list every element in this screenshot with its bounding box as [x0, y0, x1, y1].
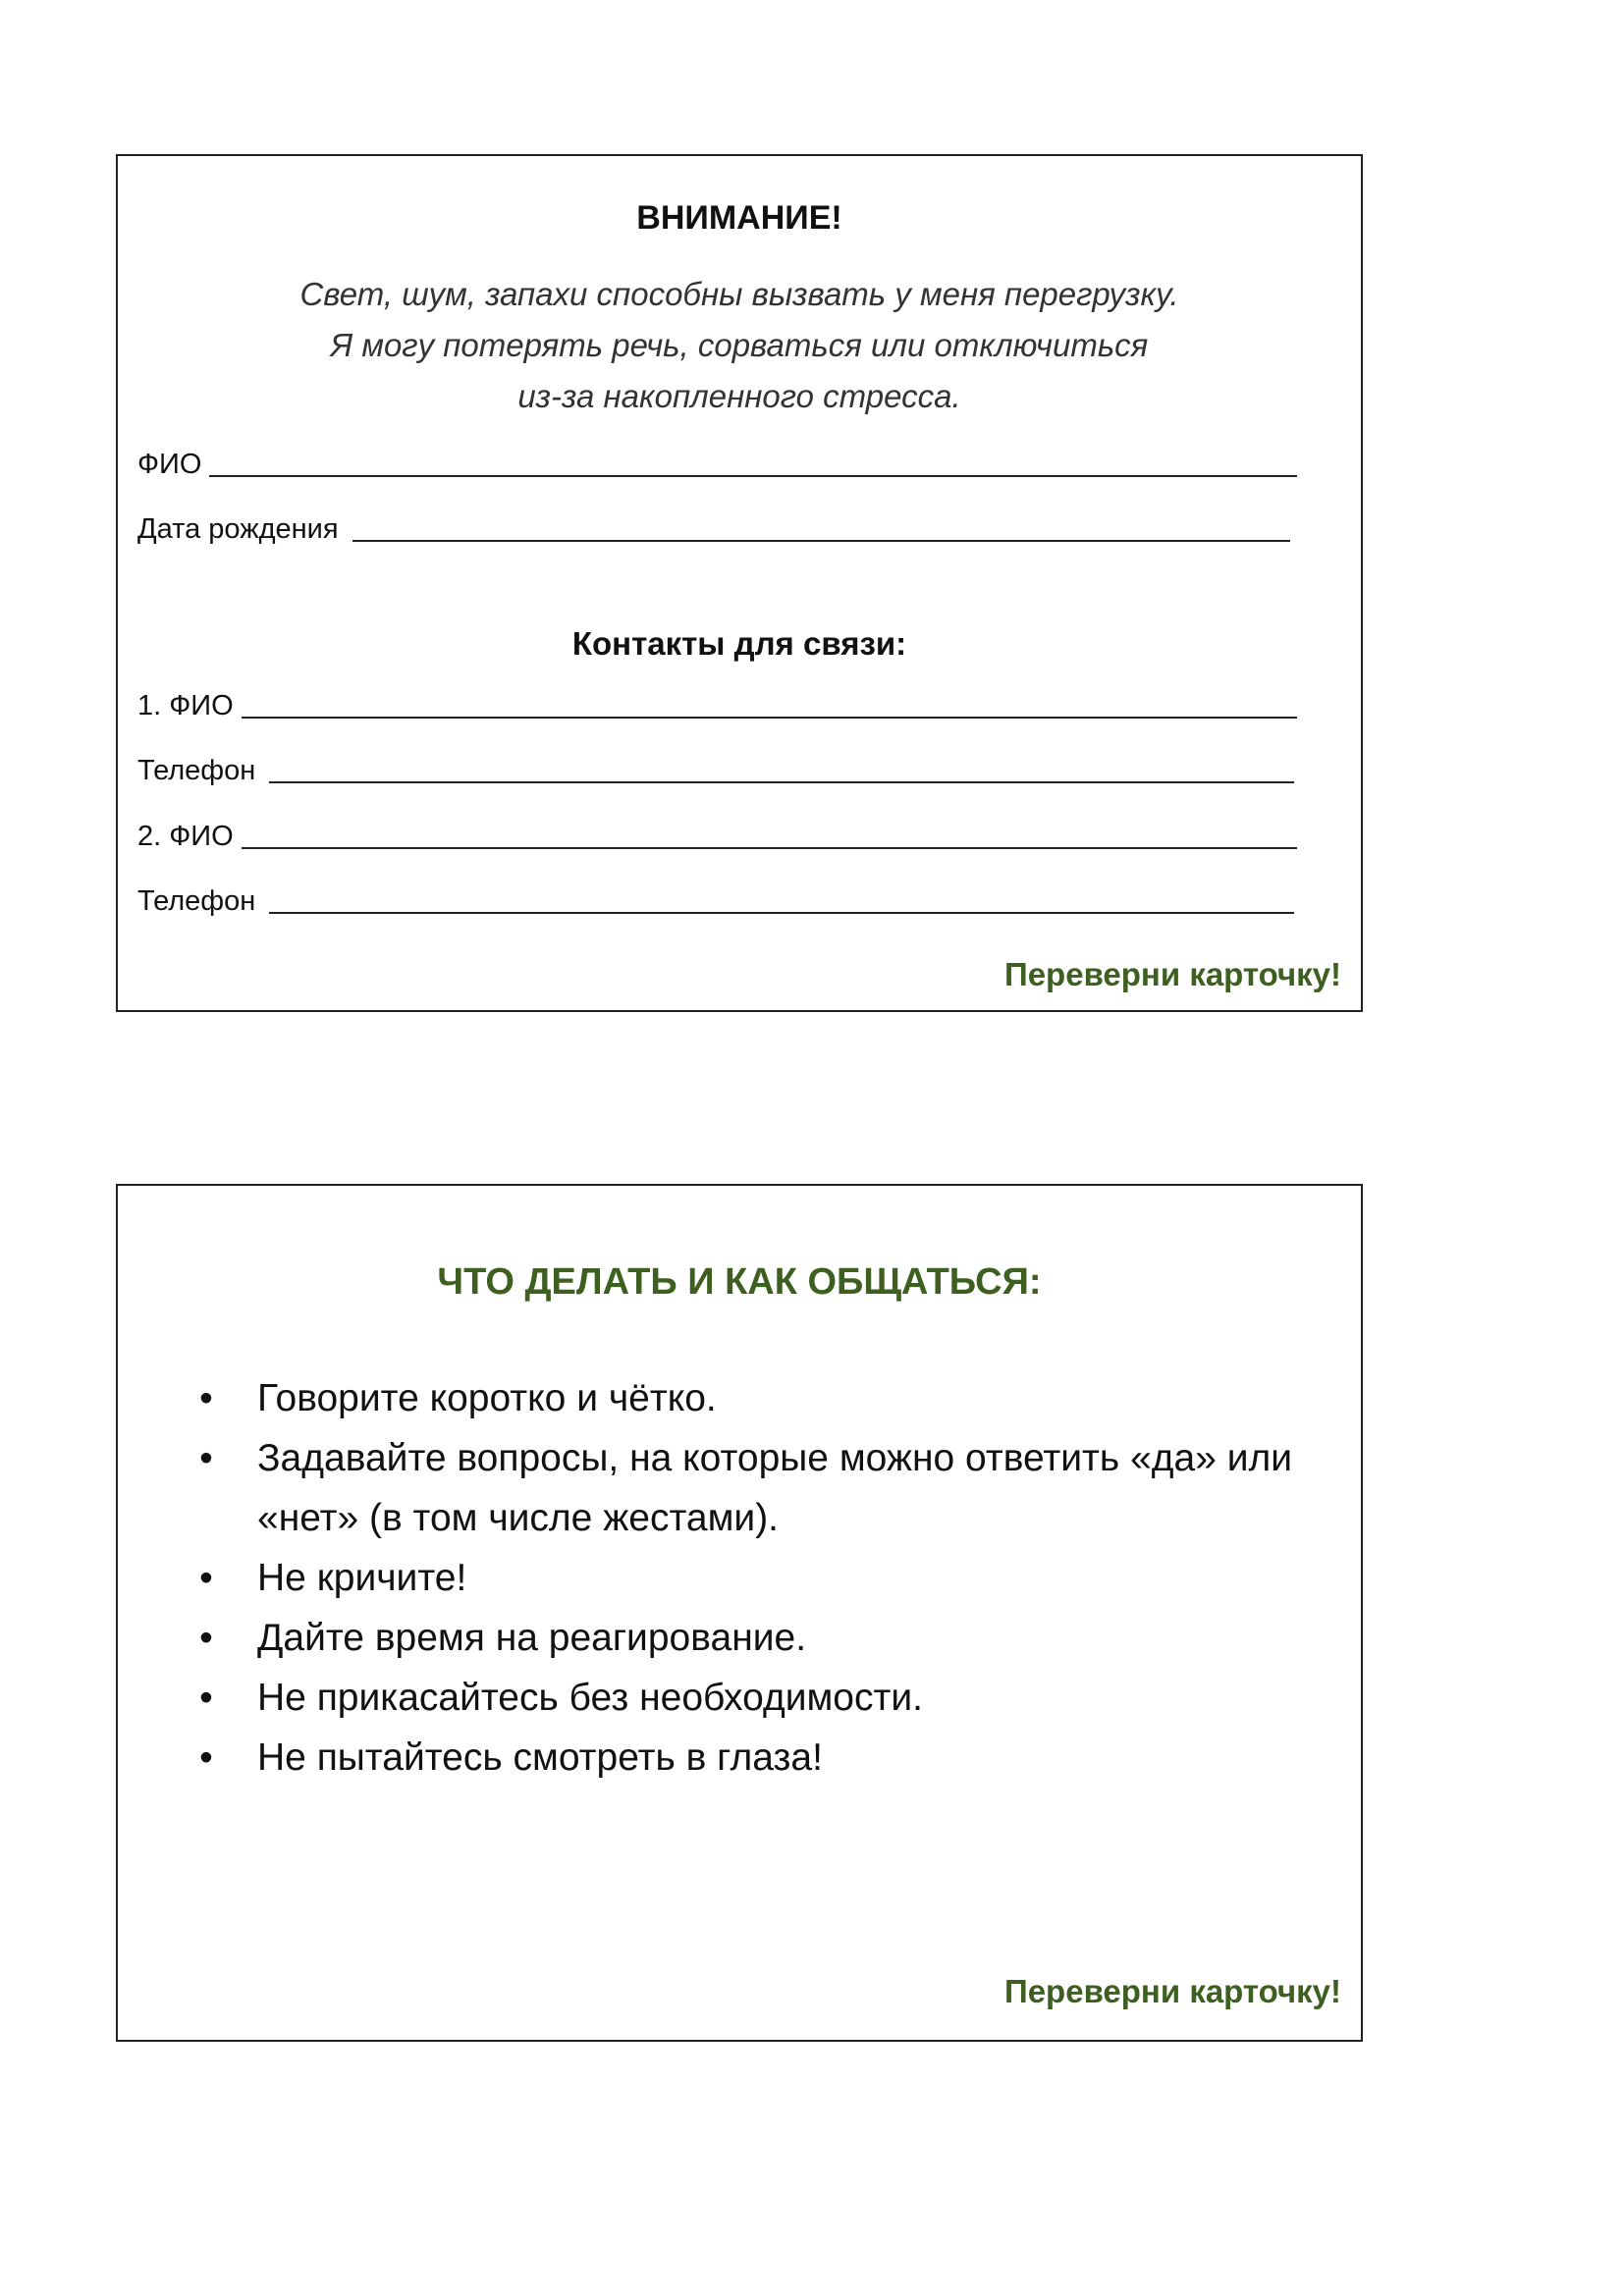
- bullet-icon: •: [199, 1557, 213, 1599]
- tip-text: Не прикасайтесь без необходимости.: [257, 1677, 923, 1719]
- list-item: [187, 1668, 1296, 1728]
- birth-date-line[interactable]: [352, 514, 1290, 542]
- list-item: [187, 1728, 1296, 1788]
- contact1-phone-label: Телефон: [137, 755, 256, 786]
- tip-text: Говорите коротко и чётко.: [257, 1377, 717, 1419]
- full-name-line[interactable]: [209, 450, 1297, 477]
- contact2-name-line[interactable]: [242, 822, 1297, 849]
- contact1-name-line[interactable]: [242, 691, 1297, 719]
- contact1-phone-line[interactable]: [269, 756, 1294, 783]
- list-item: [187, 1428, 1296, 1548]
- front-card: [116, 154, 1363, 1012]
- tip-text: Не кричите!: [257, 1557, 467, 1599]
- list-item: [187, 1548, 1296, 1608]
- bullet-icon: •: [199, 1437, 213, 1479]
- bullet-icon: •: [199, 1617, 213, 1659]
- overload-message: [118, 269, 1361, 422]
- birth-date-field[interactable]: [137, 513, 1290, 546]
- tip-text: Не пытайтесь смотреть в глаза!: [257, 1736, 823, 1779]
- flip-card-hint: Переверни карточку!: [1003, 956, 1341, 992]
- contact2-phone-label: Телефон: [137, 885, 256, 917]
- tip-text: Дайте время на реагирование.: [257, 1617, 807, 1659]
- contact2-phone-field[interactable]: [137, 885, 1294, 918]
- list-item: [187, 1368, 1296, 1428]
- birth-date-label: Дата рождения: [137, 513, 339, 545]
- message-line: из-за накопленного стресса.: [517, 378, 961, 414]
- tips-list: [187, 1368, 1296, 1788]
- what-to-do-title: ЧТО ДЕЛАТЬ И КАК ОБЩАТЬСЯ:: [437, 1261, 1042, 1303]
- contact1-name-label: 1. ФИО: [137, 690, 234, 721]
- contact1-phone-field[interactable]: [137, 755, 1294, 787]
- message-line: Свет, шум, запахи способны вызвать у меня перегрузку.: [299, 276, 1179, 312]
- full-name-label: ФИО: [137, 449, 202, 480]
- full-name-field[interactable]: [137, 449, 1297, 481]
- contact2-phone-line[interactable]: [269, 886, 1294, 914]
- bullet-icon: •: [199, 1377, 213, 1419]
- contacts-title: Контакты для связи:: [571, 625, 907, 662]
- attention-title: ВНИМАНИЕ!: [636, 199, 842, 237]
- list-item: [187, 1608, 1296, 1668]
- flip-card-hint: Переверни карточку!: [1003, 1973, 1341, 2009]
- message-line: Я могу потерять речь, сорваться или отключиться: [330, 327, 1149, 363]
- bullet-icon: •: [199, 1677, 213, 1719]
- contact1-name-field[interactable]: [137, 690, 1297, 722]
- bullet-icon: •: [199, 1736, 213, 1779]
- back-card: [116, 1184, 1363, 2042]
- tip-text: Задавайте вопросы, на которые можно ответить «да» или «нет» (в том числе жестами).: [257, 1437, 1293, 1539]
- contact2-name-field[interactable]: [137, 821, 1297, 853]
- contact2-name-label: 2. ФИО: [137, 821, 234, 852]
